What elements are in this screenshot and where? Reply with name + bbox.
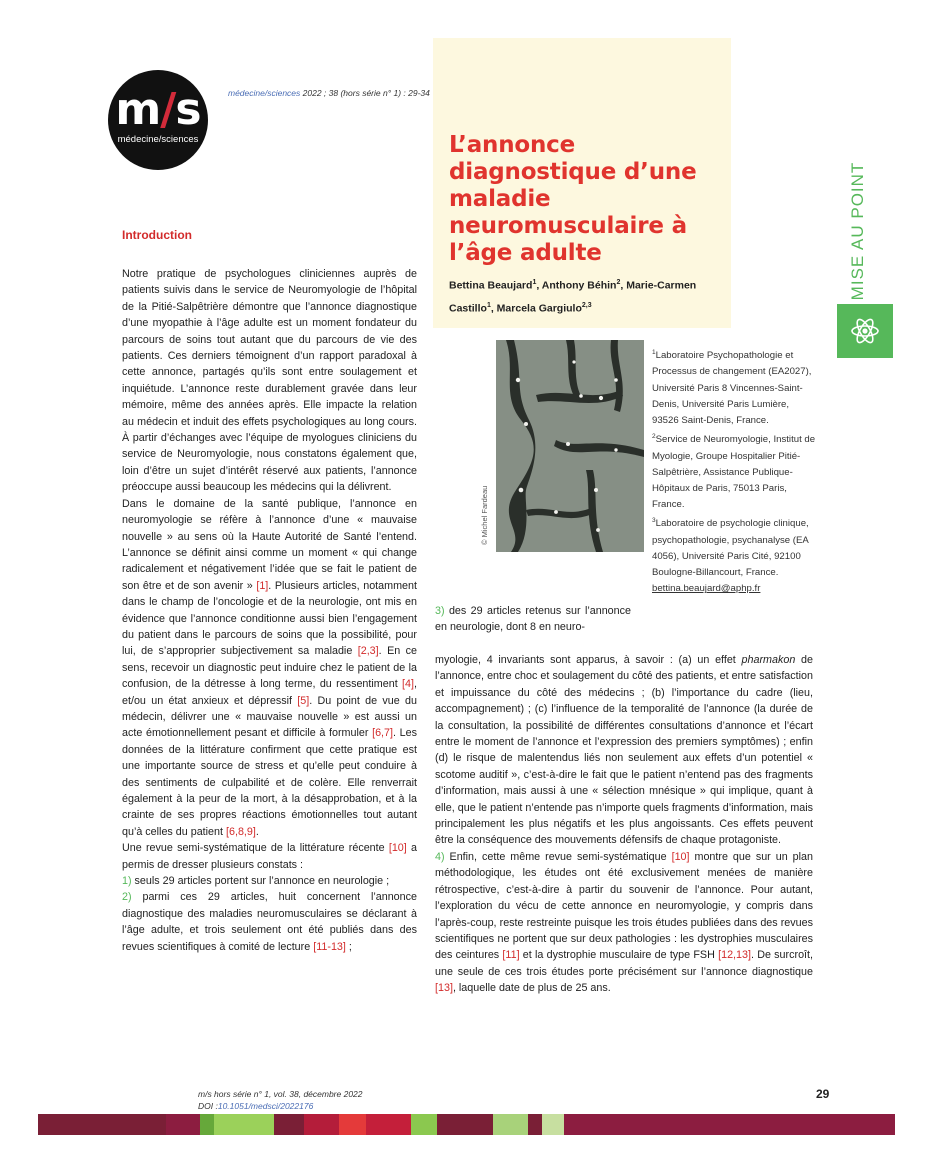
reference-link[interactable]: [1] <box>256 579 269 592</box>
logo-main: m/s <box>115 84 201 135</box>
color-bar-segment <box>437 1114 493 1135</box>
affiliation-2: $^2$Service de Neuromyologie, Institut de Myologie, Groupe Hospitalier Pitié-Salpêtrière, Assistance Publique-Hôpitaux de Paris, 75013 Paris, France. <box>652 433 816 511</box>
journal-reference: médecine/sciences 2022 ; 38 (hors série n° 1) : 29-34 <box>228 88 430 98</box>
color-bar-segment <box>528 1114 542 1135</box>
color-bar-segment <box>493 1114 528 1135</box>
reference-link[interactable]: [13] <box>435 982 453 995</box>
reference-link[interactable]: [11-13] <box>313 940 346 953</box>
color-bar-segment <box>38 1114 166 1135</box>
article-title: L’annonce diagnostique d’une maladie neuromusculaire à l’âge adulte <box>449 132 697 266</box>
atom-icon <box>850 316 880 346</box>
affiliation-3: $^3$Laboratoire de psychologie clinique, psychopathologie, psychanalyse (EA 4056), Université Paris Cité, 92100 Boulogne-Billancourt, France. <box>652 517 809 579</box>
body-column-right-top <box>435 603 631 636</box>
decorative-color-bar <box>38 1114 895 1135</box>
color-bar-segment <box>564 1114 895 1135</box>
journal-name: médecine/sciences <box>228 88 301 98</box>
list-item: 1) seuls 29 articles portent sur l’annonce en neurologie ; <box>122 875 390 888</box>
journal-logo <box>108 70 208 170</box>
body-column-right <box>435 652 813 997</box>
color-bar-segment <box>304 1114 339 1135</box>
reference-link[interactable]: [12,13] <box>718 949 751 962</box>
issue-info: m/s hors série n° 1, vol. 38, décembre 2022 <box>198 1089 363 1099</box>
reference-link[interactable]: [6,8,9] <box>226 825 256 838</box>
color-bar-segment <box>214 1114 274 1135</box>
color-bar-segment <box>542 1114 564 1135</box>
paragraph: Une revue semi-systématique de la littérature récente [10] a permis de dresser plusieurs constats : <box>122 842 417 871</box>
affiliation-1: $^1$Laboratoire Psychopathologie et Processus de changement (EA2027), Université Paris 8 Vincennes-Saint-Denis, Université Paris Lumière, 93526 Saint-Denis, France. <box>652 349 812 426</box>
color-bar-segment <box>339 1114 366 1135</box>
author-list: Bettina Beaujard$^1$, Anthony Béhin$^2$, Marie-Carmen Castillo$^1$, Marcela Gargiulo$^{2,3}$ <box>449 279 697 314</box>
paragraph: Notre pratique de psychologues cliniciennes auprès de patients suivis dans le service de Neuromyologie de l’hôpital de la Pitié-Salpêtrière démontre que l’annonce diagnostique d’une myopathie à l’âge adulte est un moment fondateur du parcours de soins tout autant que du parcours de vie des patients. Ces derniers témoignent d’un rapport paradoxal à cette annonce, partagés qu’ils sont entre soulagement et inquiétude. L’annonce reste durablement gravée dans leur mémoire, même des années après. Elle impacte la relation au médecin et induit des effets psychologiques au long cours. À partir d’échanges avec l’équipe de myologues cliniciens du service de Neuromyologie, nous constatons également que, loin d’être un sujet d’intérêt réservé aux patients, l’annonce préoccupe aussi beaucoup les médecins qui la délivrent. <box>122 268 417 494</box>
color-bar-segment <box>274 1114 304 1135</box>
color-bar-segment <box>366 1114 411 1135</box>
list-item: 2) parmi ces 29 articles, huit concernent l’annonce diagnostique des maladies neuromusculaires se déclarant à l’âge adulte, et trois seulement ont été publiés dans des revues scientifiques à comité de lecture [11-13] ; <box>122 891 417 953</box>
reference-link[interactable]: [2,3] <box>357 645 379 658</box>
affiliations <box>652 345 817 598</box>
list-item: 4) Enfin, cette même revue semi-systématique [10] montre que sur un plan méthodologique, les études ont été exclusivement menées de manière rétrospective, c’est-à-dire à partir du souvenir de l’annonce. Pour autant, l’exploration du vécu de cette annonce en neuromyologie, y compris dans l’après-coup, reste restreinte puisque les trois études publiées dans des revues scientifiques ne portent que sur deux pathologies : les dystrophies musculaires des ceintures [11] et la dystrophie musculaire de type FSH [12,13]. De surcroît, une seule de ces trois études porte précisément sur l’annonce diagnostique [13], laquelle date de plus de 25 ans. <box>435 850 814 995</box>
section-category-label: MISE AU POINT <box>848 161 867 300</box>
muscle-micrograph-image <box>496 340 644 552</box>
body-column-left <box>122 266 417 955</box>
photo-credit: © Michel Fardeau <box>480 485 489 545</box>
reference-link[interactable]: [5] <box>297 694 310 707</box>
reference-link[interactable]: [11] <box>502 949 520 962</box>
doi-link[interactable]: 10.1051/medsci/2022176 <box>217 1101 314 1111</box>
color-bar-segment <box>200 1114 214 1135</box>
section-tab <box>837 304 893 358</box>
list-item: 3) des 29 articles retenus sur l’annonce en neurologie, dont 8 en neuro- <box>435 605 631 634</box>
reference-link[interactable]: [6,7] <box>372 727 394 740</box>
logo-subtitle: médecine/sciences <box>117 134 199 145</box>
paragraph: Dans le domaine de la santé publique, l’annonce en neuromyologie se réfère à l’annonce d’une « mauvaise nouvelle » au sens où la Haute Autorité de Santé l’entend. L’annonce se définit ainsi comme un moment « qui change radicalement et négativement l’idée que se fait le patient de son être et de son avenir » [1]. Plusieurs articles, notamment dans le champ de l’oncologie et de la neurologie, ont mis en évidence que l’annonce conditionne aussi bien l’engagement du patient dans le parcours de soins que la possibilité, pour lui, de s’approprier subjectivement sa maladie [2,3]. En ce sens, recevoir un diagnostic peut induire chez le patient de la confusion, de la détresse à long terme, du ressentiment [4], et/ou un état anxieux et dépressif [5]. Du point de vue du médecin, délivrer une « mauvaise nouvelle » est aussi un acte émotionnellement pesant et difficile à formuler [6,7]. Les données de la littérature confirment que cette pratique est une importante source de stress et qu’elle peut conduire à des sentiments de culpabilité et de colère. Elle renverrait également à la peur de la mort, à la désapprobation, et à la crainte de ses propres réactions émotionnelles tout autant qu’à celles du patient [6,8,9]. <box>122 497 417 838</box>
list-item-continued: myologie, 4 invariants sont apparus, à savoir : (a) un effet pharmakon de l’annonce, entre choc et soulagement du côté des patients, et entre satisfaction et impuissance du côté des médecins ; (b) l’importance du cadre (lieu, accompagnement) ; (c) l’influence de la temporalité de l’annonce (la durée de la consultation, la possibilité de différentes consultations d’annonce et l’écart entre le moment de l’annonce et l’expression des premiers symptômes) ; enfin (d) le risque de malentendus liés non seulement aux effets d’un potentiel « scotome auditif », c’est-à-dire le fait que le patient n’entend pas des fragments d’information, mais aussi à une « sélection mnésique » qui implique, quant à elle, que le patient n’entende pas n’importe quels fragments d’information, mais principalement les plus négatifs et les plus angoissants. Ces effets peuvent être la conséquence des mouvements défensifs de chaque protagoniste. <box>435 654 813 847</box>
footer-citation <box>198 1088 363 1112</box>
reference-link[interactable]: [10] <box>671 850 690 863</box>
page-number: 29 <box>816 1087 830 1101</box>
doi-line: DOI :10.1051/medsci/2022176 <box>198 1101 314 1111</box>
color-bar-segment <box>411 1114 437 1135</box>
author-email-link[interactable]: bettina.beaujard@aphp.fr <box>652 583 761 595</box>
color-bar-segment <box>166 1114 200 1135</box>
section-heading: Introduction <box>122 228 192 242</box>
reference-link[interactable]: [4] <box>402 678 414 691</box>
reference-link[interactable]: [10] <box>388 842 407 855</box>
